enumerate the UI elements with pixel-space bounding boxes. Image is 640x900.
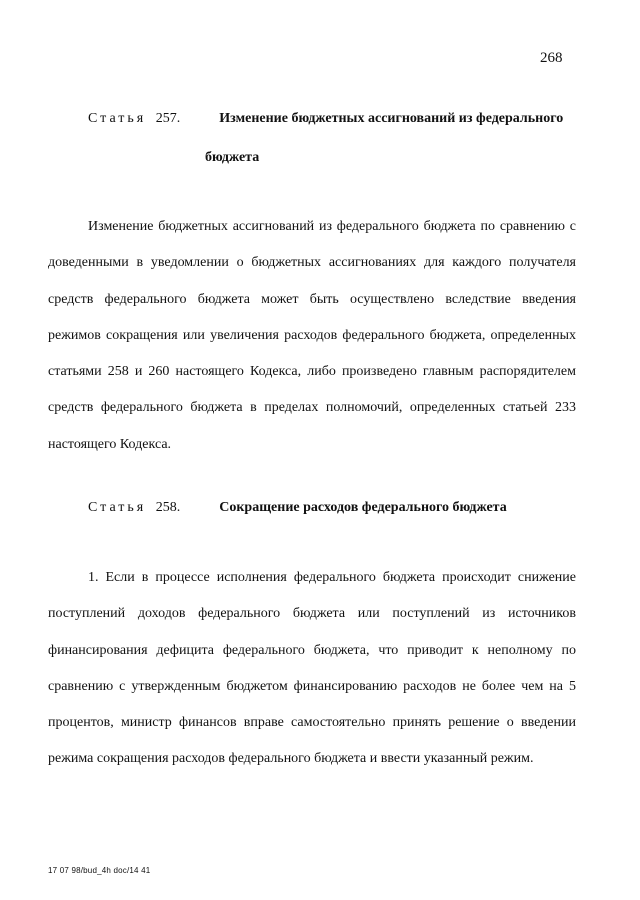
page-number: 268 (540, 50, 563, 66)
article-title-continuation: бюджета (205, 150, 260, 165)
footer-file-reference: 17 07 98/bud_4h doc/14 41 (48, 866, 151, 875)
article-label: Статья (88, 500, 147, 515)
article-label: Статья (88, 111, 147, 126)
article-title: Сокращение расходов федерального бюджета (219, 500, 507, 515)
article-257-heading (88, 99, 588, 177)
article-257-body: Изменение бюджетных ассигнований из федерального бюджета по сравнению с доведенными в уведомлении о бюджетных ассигнованиях для каждого получателя средств федерального бюджета может быть осуществлено вследствие введения режимов сокращения или увеличения расходов федерального бюджета, определенных статьями 258 и 260 настоящего Кодекса, либо произведено главным распорядителем средств федерального бюджета в пределах полномочий, определенных статьей 233 настоящего Кодекса. (48, 219, 576, 452)
article-number: 258. (155, 500, 181, 515)
article-258-body: 1. Если в процессе исполнения федерального бюджета происходит снижение поступлений доходов федерального бюджета или поступлений из источников финансирования дефицита федерального бюджета, что приводит к неполному по сравнению с утвержденным бюджетом финансированию расходов не более чем на 5 процентов, министр финансов вправе самостоятельно принять решение о введении режима сокращения расходов федерального бюджета и ввести указанный режим. (48, 570, 576, 767)
article-number: 257. (155, 111, 181, 126)
article-title: Изменение бюджетных ассигнований из федерального (219, 111, 564, 126)
article-258-heading (88, 488, 588, 527)
